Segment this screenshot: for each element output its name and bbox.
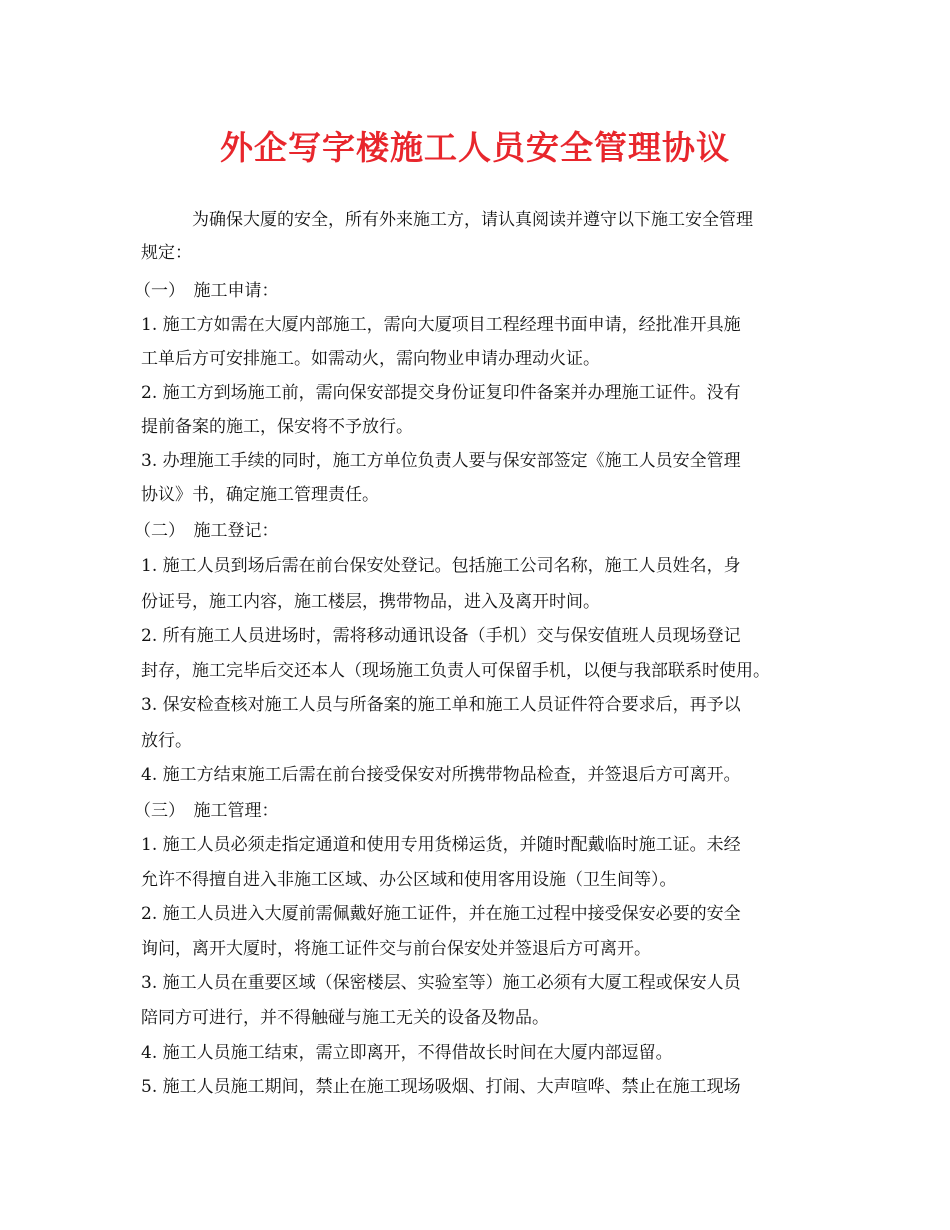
body-line: 工单后方可安排施工。如需动火，需向物业申请办理动火证。 (141, 349, 600, 369)
body-line: 规定： (141, 243, 192, 263)
document-title: 外企写字楼施工人员安全管理协议 (220, 128, 730, 167)
body-line: 提前备案的施工，保安将不予放行。 (141, 417, 413, 437)
body-line: 为确保大厦的安全，所有外来施工方，请认真阅读并遵守以下施工安全管理 (141, 210, 753, 230)
body-line: 1. 施工人员到场后需在前台保安处登记。包括施工公司名称，施工人员姓名，身 (141, 556, 741, 576)
body-line: 2. 施工方到场施工前，需向保安部提交身份证复印件备案并办理施工证件。没有 (141, 383, 741, 403)
body-line: 2. 所有施工人员进场时，需将移动通讯设备（手机）交与保安值班人员现场登记 (141, 626, 741, 646)
body-line: 4. 施工方结束施工后需在前台接受保安对所携带物品检查，并签退后方可离开。 (141, 765, 741, 785)
body-line: 3. 施工人员在重要区域（保密楼层、实验室等）施工必须有大厦工程或保安人员 (141, 973, 741, 993)
body-line: （一） 施工申请： (134, 281, 279, 301)
body-line: 陪同方可进行，并不得触碰与施工无关的设备及物品。 (141, 1008, 549, 1028)
body-line: 1. 施工方如需在大厦内部施工，需向大厦项目工程经理书面申请，经批准开具施 (141, 315, 741, 335)
body-line: 3. 办理施工手续的同时，施工方单位负责人要与保安部签定《施工人员安全管理 (141, 451, 741, 471)
body-line: 2. 施工人员进入大厦前需佩戴好施工证件，并在施工过程中接受保安必要的安全 (141, 904, 741, 924)
body-line: 4. 施工人员施工结束，需立即离开，不得借故长时间在大厦内部逗留。 (141, 1043, 673, 1063)
body-line: 允许不得擅自进入非施工区域、办公区域和使用客用设施（卫生间等）。 (141, 870, 677, 890)
body-line: 放行。 (141, 731, 192, 751)
body-line: 5. 施工人员施工期间，禁止在施工现场吸烟、打闹、大声喧哗、禁止在施工现场 (141, 1077, 741, 1097)
body-line: 1. 施工人员必须走指定通道和使用专用货梯运货，并随时配戴临时施工证。未经 (141, 835, 741, 855)
body-line: 份证号，施工内容，施工楼层，携带物品，进入及离开时间。 (141, 592, 600, 612)
body-line: 协议》书，确定施工管理责任。 (141, 485, 379, 505)
body-line: 封存，施工完毕后交还本人（现场施工负责人可保留手机，以便与我部联系时使用。 (141, 661, 770, 681)
body-line: （二） 施工登记： (134, 521, 279, 541)
body-line: 询问，离开大厦时，将施工证件交与前台保安处并签退后方可离开。 (141, 939, 651, 959)
body-line: （三） 施工管理： (134, 801, 279, 821)
body-line: 3. 保安检查核对施工人员与所备案的施工单和施工人员证件符合要求后，再予以 (141, 695, 741, 715)
